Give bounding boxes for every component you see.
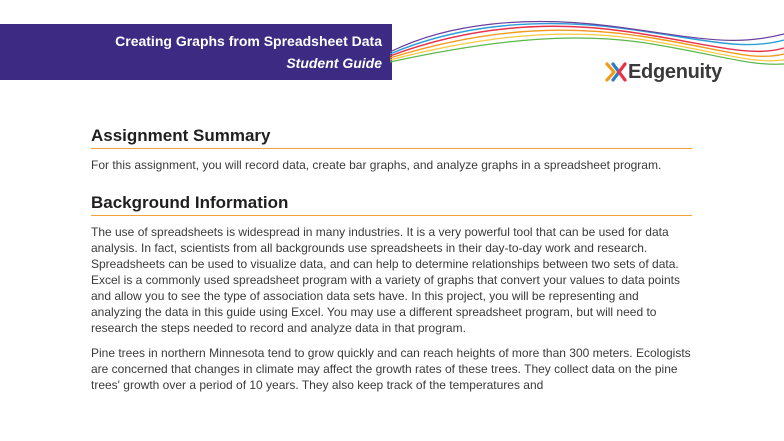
header-banner — [0, 24, 392, 80]
document-body — [91, 126, 692, 393]
background-paragraph-2: Pine trees in northern Minnesota tend to grow quickly and can reach heights of more than 300 meters. Ecologists are concerned that changes in climate may affect the growth rates of these trees. They collect data on the pine trees' growth over a period of 10 years. They also keep track of the temperatures and — [91, 346, 691, 392]
assignment-summary-text: For this assignment, you will record data, create bar graphs, and analyze graphs in a spreadsheet program. — [91, 158, 662, 172]
document-title: Creating Graphs from Spreadsheet Data — [115, 33, 382, 49]
edgenuity-logo — [605, 60, 722, 84]
section-heading-background-information: Background Information — [91, 193, 692, 216]
edgenuity-x-icon — [605, 61, 627, 83]
decorative-swoosh — [390, 18, 784, 68]
section-heading-assignment-summary: Assignment Summary — [91, 126, 692, 149]
document-subtitle: Student Guide — [286, 55, 382, 71]
logo-wordmark: Edgenuity — [628, 61, 722, 83]
background-paragraph-1: The use of spreadsheets is widespread in many industries. It is a very powerful tool that can be used for data analysis. In fact, scientists from all backgrounds use spreadsheets in their day-to-day work and research. Spreadsheets can be used to visualize data, and can help to determine relationships between two sets of data. Excel is a commonly used spreadsheet program with a variety of graphs that convert your values to data points and allow you to see the type of association data sets have. In this project, you will be representing and analyzing the data in this guide using Excel. You may use a different spreadsheet program, but will need to research the steps needed to record and analyze data in that program. — [91, 225, 680, 335]
